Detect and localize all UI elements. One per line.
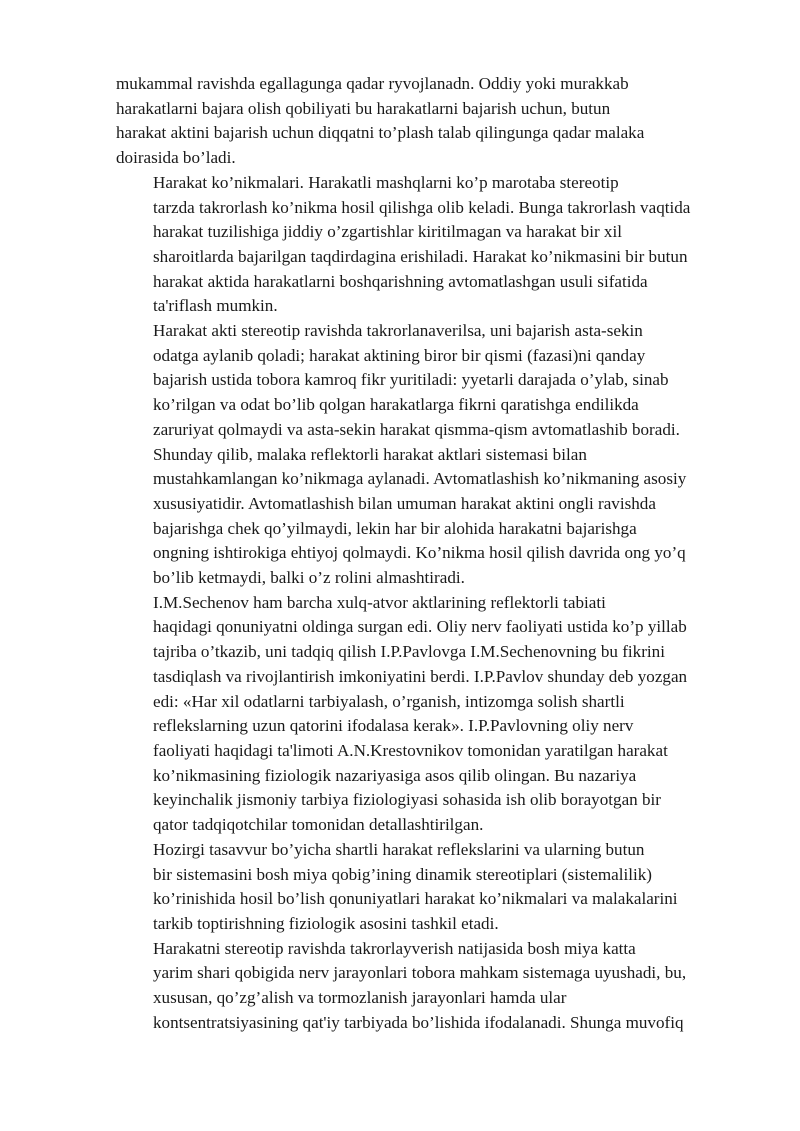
text-line: harakatlarni bajara olish qobiliyati bu harakatlarni bajarish uchun, butun bbox=[116, 98, 611, 118]
paragraph-6 bbox=[116, 937, 734, 1036]
text-line: Harakat ko’nikmalari. Harakatli mashqlarni ko’p marotaba stereotip bbox=[153, 172, 619, 192]
paragraph-2 bbox=[116, 171, 734, 319]
text-line: ongning ishtirokiga ehtiyoj qolmaydi. Ko’nikma hosil qilish davrida ong yo’q bbox=[153, 543, 686, 563]
text-line: tarzda takrorlash ko’nikma hosil qilishga olib keladi. Bunga takrorlash vaqtida bbox=[153, 197, 691, 217]
text-line: Hozirgi tasavvur bo’yicha shartli harakat reflekslarini va ularning butun bbox=[153, 839, 645, 859]
text-line: zaruriyat qolmaydi va asta-sekin harakat qismma-qism avtomatlashib boradi. bbox=[153, 419, 680, 439]
text-line: Harakat akti stereotip ravishda takrorlanaverilsa, uni bajarish asta-sekin bbox=[153, 321, 643, 341]
text-line: bajarishga chek qo’yilmaydi, lekin har bir alohida harakatni bajarishga bbox=[153, 518, 637, 538]
text-line: Harakatni stereotip ravishda takrorlayverish natijasida bosh miya katta bbox=[153, 938, 636, 958]
text-line: doirasida bo’ladi. bbox=[116, 148, 236, 168]
text-line: harakat aktida harakatlarni boshqarishning avtomatlashgan usuli sifatida bbox=[153, 271, 648, 291]
text-line: ko’rinishida hosil bo’lish qonuniyatlari harakat ko’nikmalari va malakalarini bbox=[153, 889, 678, 909]
text-line: faoliyati haqidagi ta'limoti A.N.Krestovnikov tomonidan yaratilgan harakat bbox=[153, 740, 668, 760]
text-line: xususiyatidir. Avtomatlashish bilan umuman harakat aktini ongli ravishda bbox=[153, 493, 656, 513]
text-line: ko’rilgan va odat bo’lib qolgan harakatlarga fikrni qaratishga endilikda bbox=[153, 395, 639, 415]
document-page bbox=[116, 72, 734, 1035]
text-line: keyinchalik jismoniy tarbiya fiziologiyasi sohasida ish olib borayotgan bir bbox=[153, 790, 661, 810]
text-line: xususan, qo’zg’alish va tormozlanish jarayonlari hamda ular bbox=[153, 988, 567, 1008]
text-line: yarim shari qobigida nerv jarayonlari tobora mahkam sistemaga uyushadi, bu, bbox=[153, 963, 687, 983]
paragraph-4 bbox=[116, 591, 734, 838]
text-line: odatga aylanib qoladi; harakat aktining biror bir qismi (fazasi)ni qanday bbox=[153, 345, 646, 365]
text-line: haqidagi qonuniyatni oldinga surgan edi. Oliy nerv faoliyati ustida ko’p yillab bbox=[153, 617, 687, 637]
text-line: bo’lib ketmaydi, balki o’z rolini almashtiradi. bbox=[153, 568, 465, 588]
text-line: ta'riflash mumkin. bbox=[153, 296, 278, 316]
text-line: bajarish ustida tobora kamroq fikr yuritiladi: yyetarli darajada o’ylab, sinab bbox=[153, 370, 669, 390]
text-line: tarkib toptirishning fiziologik asosini tashkil etadi. bbox=[153, 913, 499, 933]
paragraph-1 bbox=[116, 72, 734, 171]
text-line: sharoitlarda bajarilgan taqdirdagina erishiladi. Harakat ko’nikmasini bir butun bbox=[153, 246, 688, 266]
text-line: qator tadqiqotchilar tomonidan detallashtirilgan. bbox=[153, 815, 484, 835]
text-line: harakat aktini bajarish uchun diqqatni to’plash talab qilingunga qadar malaka bbox=[116, 123, 645, 143]
text-line: reflekslarning uzun qatorini ifodalasa kerak». I.P.Pavlovning oliy nerv bbox=[153, 716, 634, 736]
text-line: edi: «Har xil odatlarni tarbiyalash, o’rganish, intizomga solish shartli bbox=[153, 691, 625, 711]
paragraph-5 bbox=[116, 838, 734, 937]
text-line: Shunday qilib, malaka reflektorli harakat aktlari sistemasi bilan bbox=[153, 444, 587, 464]
paragraph-3 bbox=[116, 319, 734, 591]
text-line: I.M.Sechenov ham barcha xulq-atvor aktlarining reflektorli tabiati bbox=[153, 592, 606, 612]
text-line: bir sistemasini bosh miya qobig’ining dinamik stereotiplari (sistemalilik) bbox=[153, 864, 652, 884]
text-line: ko’nikmasining fiziologik nazariyasiga asos qilib olingan. Bu nazariya bbox=[153, 765, 637, 785]
text-line: tasdiqlash va rivojlantirish imkoniyatini berdi. I.P.Pavlov shunday deb yozgan bbox=[153, 666, 688, 686]
text-line: mukammal ravishda egallagunga qadar ryvojlanadn. Oddiy yoki murakkab bbox=[116, 74, 629, 93]
text-line: kontsentratsiyasining qat'iy tarbiyada bo’lishida ifodalanadi. Shunga muvofiq bbox=[153, 1012, 684, 1032]
text-line: tajriba o’tkazib, uni tadqiq qilish I.P.Pavlovga I.M.Sechenovning bu fikrini bbox=[153, 642, 665, 662]
text-line: mustahkamlangan ko’nikmaga aylanadi. Avtomatlashish ko’nikmaning asosiy bbox=[153, 469, 687, 489]
text-line: harakat tuzilishiga jiddiy o’zgartishlar kiritilmagan va harakat bir xil bbox=[153, 222, 622, 242]
